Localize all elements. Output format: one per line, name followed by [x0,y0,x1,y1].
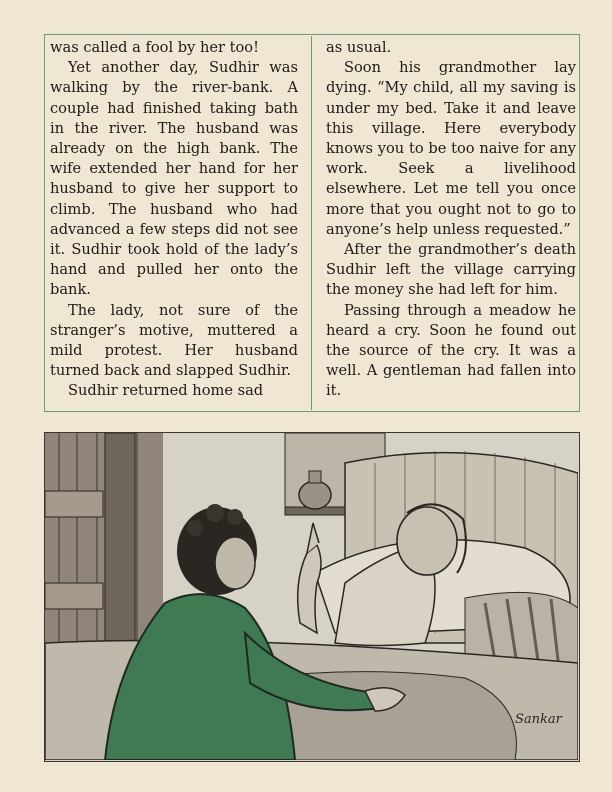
paragraph: Sudhir returned home sad [68,382,264,400]
paragraph: was called a fool by her too! [50,39,259,56]
paragraph: Soon his grandmother lay dying. “My child, all my saving is under my bed. Take it and leave this village. Here everybody knows you to be too naive for any work. Seek a livelihood elsewhere. Let me tell you once more that you ought not to go to anyone’s help unless requested.” [326,59,576,238]
column-divider [311,36,312,410]
left-text-column [50,38,298,402]
story-illustration [44,432,580,762]
paragraph: The lady, not sure of the stranger’s motive, muttered a mild protest. Her husband turned back and slapped Sudhir. [50,301,298,380]
paragraph: After the grandmother’s death Sudhir left the village carrying the money she had left for him. [326,241,576,299]
paragraph: as usual. [326,39,392,56]
right-text-column [326,38,576,402]
illustration-drawing [45,433,578,760]
paragraph: Passing through a meadow he heard a cry. Soon he found out the source of the cry. It was a well. A gentleman had fallen into it. [326,301,576,400]
paragraph: Yet another day, Sudhir was walking by the river-bank. A couple had finished taking bath in the river. The husband was already on the high bank. The wife extended her hand for her husband to give her support to climb. The husband who had advanced a few steps did not see it. Sudhir took hold of the lady’s hand and pulled her onto the bank. [50,59,298,299]
artist-signature: Sankar [515,712,562,727]
